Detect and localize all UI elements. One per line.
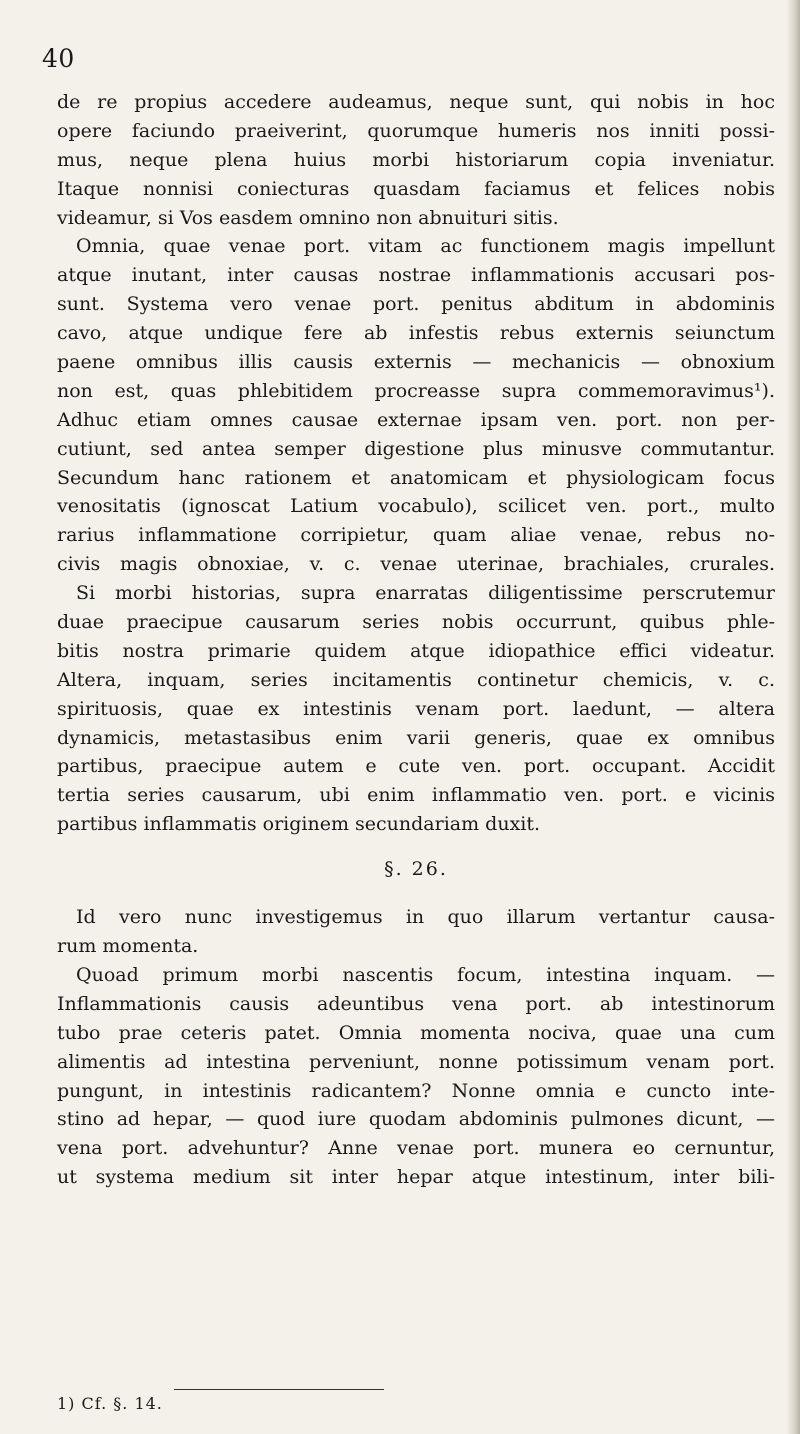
text-line: dynamicis, metastasibus enim varii generis, quae ex omnibus: [57, 726, 775, 749]
text-line: Quoad primum morbi nascentis focum, intestina inquam. —: [76, 963, 775, 986]
section-heading: §. 26.: [384, 858, 448, 881]
text-line: spirituosis, quae ex intestinis venam port. laedunt, — altera: [57, 697, 775, 720]
text-line: stino ad hepar, — quod iure quodam abdominis pulmones dicunt, —: [57, 1108, 775, 1131]
paragraph-1: [57, 88, 775, 232]
page-number: 40: [42, 44, 75, 73]
text-line: Omnia, quae venae port. vitam ac functionem magis impellunt: [76, 235, 775, 258]
paragraph-2: [57, 232, 775, 839]
text-line: mus, neque plena huius morbi historiarum copia inveniatur.: [57, 148, 775, 171]
footnote: 1) Cf. §. 14.: [57, 1394, 163, 1413]
main-text: [57, 88, 775, 1192]
text-line: opere faciundo praeiverint, quorumque humeris nos inniti possi-: [57, 119, 775, 142]
text-line: rum momenta.: [57, 935, 199, 958]
text-line: Altera, inquam, series incitamentis continetur chemicis, v. c.: [57, 668, 775, 691]
paragraph-4: [57, 961, 775, 1192]
text-line: partibus inflammatis originem secundariam duxit.: [57, 813, 541, 836]
text-line: tertia series causarum, ubi enim inflammatio ven. port. e vicinis: [57, 784, 775, 807]
text-line: Inflammationis causis adeuntibus vena port. ab intestinorum: [57, 992, 775, 1015]
text-line: ut systema medium sit inter hepar atque intestinum, inter bili-: [57, 1166, 775, 1189]
text-line: paene omnibus illis causis externis — mechanicis — obnoxium: [57, 351, 775, 374]
text-line: videamur, si Vos easdem omnino non abnuituri sitis.: [57, 206, 559, 229]
text-line: non est, quas phlebitidem procreasse supra commemoravimus¹).: [57, 379, 775, 402]
text-line: Itaque nonnisi coniecturas quasdam faciamus et felices nobis: [57, 177, 775, 200]
text-line: vena port. advehuntur? Anne venae port. munera eo cernuntur,: [57, 1137, 775, 1160]
text-line: Adhuc etiam omnes causae externae ipsam ven. port. non per-: [57, 408, 775, 431]
text-line: duae praecipue causarum series nobis occurrunt, quibus phle-: [57, 611, 775, 634]
text-line: cavo, atque undique fere ab infestis rebus externis seiunctum: [57, 322, 775, 345]
text-line: venositatis (ignoscat Latium vocabulo), scilicet ven. port., multo: [57, 495, 775, 518]
text-line: de re propius accedere audeamus, neque sunt, qui nobis in hoc: [57, 91, 775, 113]
text-line: rarius inflammatione corripietur, quam aliae venae, rebus no-: [57, 524, 775, 547]
text-line: pungunt, in intestinis radicantem? Nonne omnia e cuncto inte-: [57, 1079, 775, 1102]
text-line: partibus, praecipue autem e cute ven. port. occupant. Accidit: [57, 755, 775, 778]
text-line: cutiunt, sed antea semper digestione plus minusve commutantur.: [57, 437, 775, 460]
text-line: Secundum hanc rationem et anatomicam et physiologicam focus: [57, 466, 775, 489]
footnote-rule: [174, 1389, 384, 1390]
text-line: sunt. Systema vero venae port. penitus abditum in abdominis: [57, 293, 775, 316]
text-line: atque inutant, inter causas nostrae inflammationis accusari pos-: [57, 264, 775, 287]
text-line: Id vero nunc investigemus in quo illarum vertantur causa-: [76, 906, 775, 929]
text-line: Si morbi historias, supra enarratas diligentissime perscrutemur: [76, 582, 775, 605]
text-line: bitis nostra primarie quidem atque idiopathice effici videatur.: [57, 639, 775, 662]
text-line: alimentis ad intestina perveniunt, nonne potissimum venam port.: [57, 1050, 775, 1073]
paragraph-3: [57, 903, 775, 961]
text-line: civis magis obnoxiae, v. c. venae uterinae, brachiales, crurales.: [57, 553, 775, 576]
text-line: tubo prae ceteris patet. Omnia momenta nociva, quae una cum: [57, 1021, 775, 1044]
page-edge-shadow: [786, 0, 800, 1434]
